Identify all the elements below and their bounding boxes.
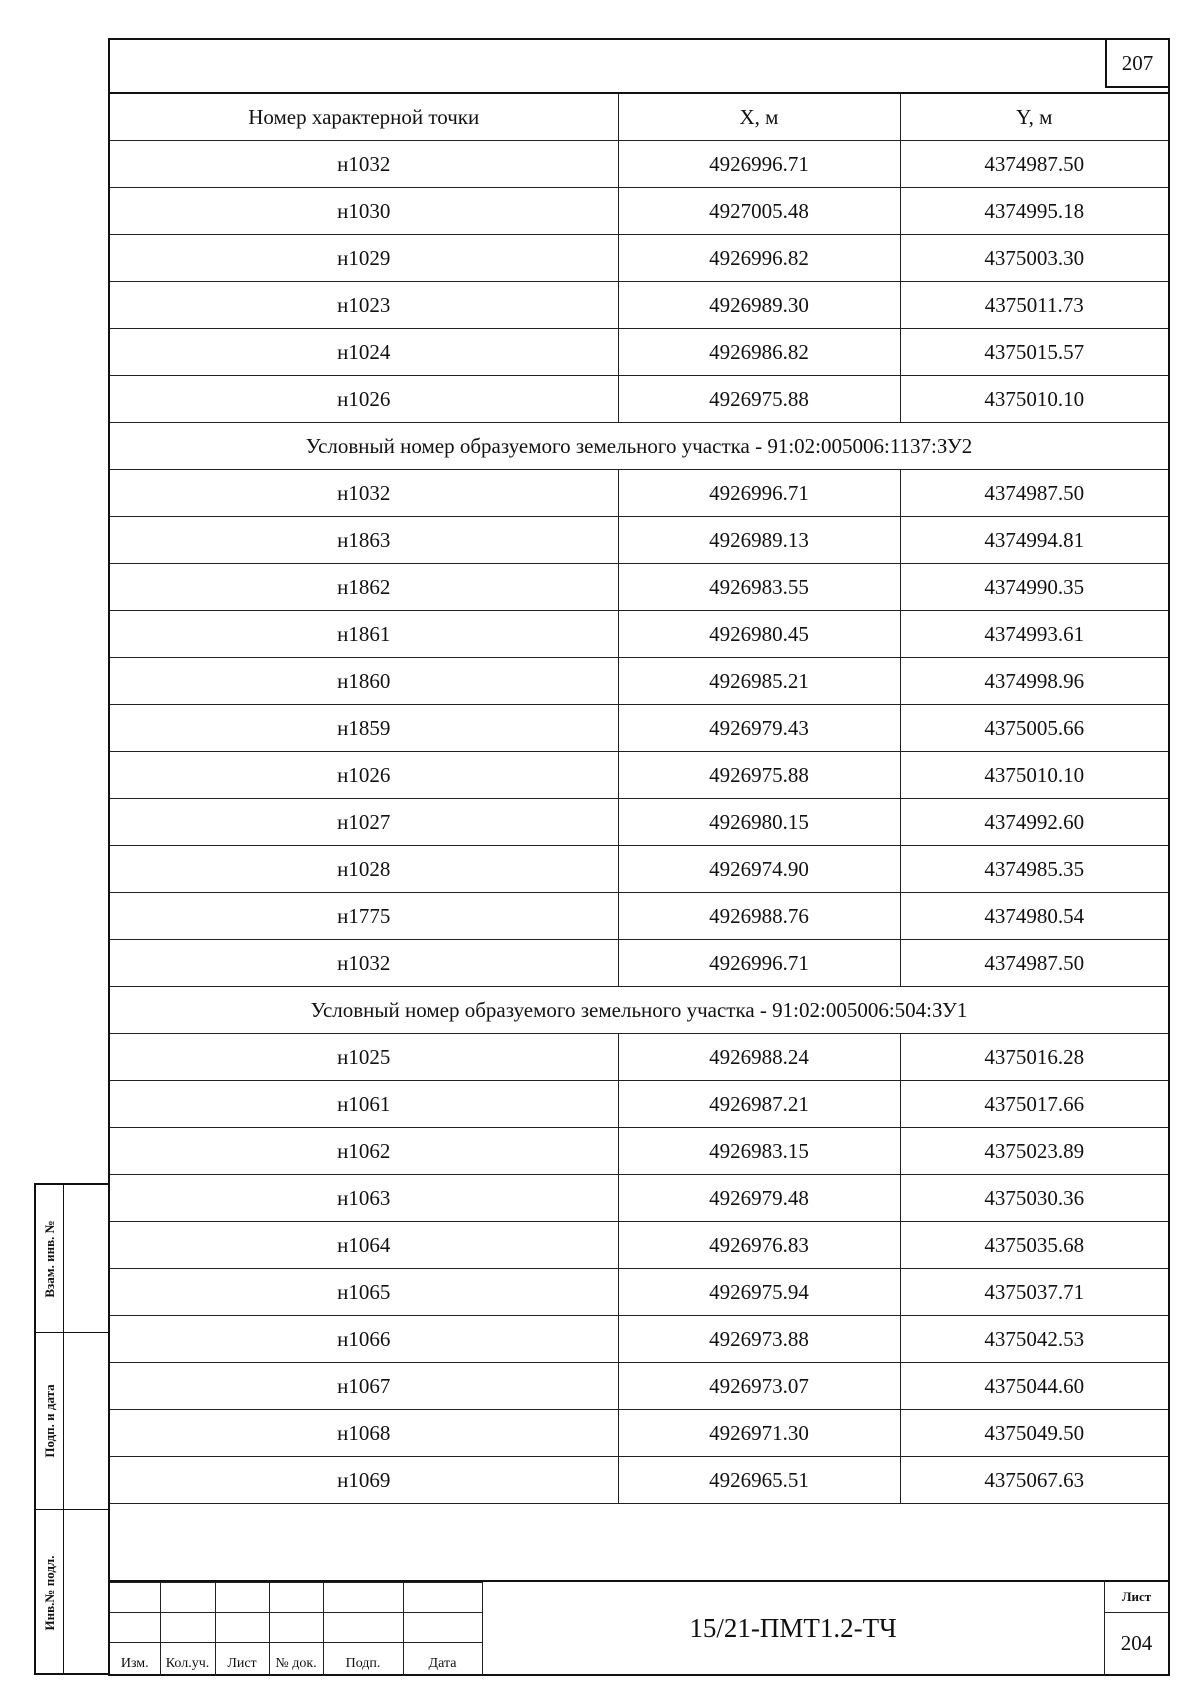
x-cell: 4926980.15 bbox=[618, 799, 900, 846]
y-cell: 4375049.50 bbox=[900, 1410, 1168, 1457]
x-cell: 4927005.48 bbox=[618, 188, 900, 235]
point-cell: н1069 bbox=[110, 1457, 618, 1504]
x-cell: 4926965.51 bbox=[618, 1457, 900, 1504]
y-cell: 4374993.61 bbox=[900, 611, 1168, 658]
point-cell: н1063 bbox=[110, 1175, 618, 1222]
x-cell: 4926973.88 bbox=[618, 1316, 900, 1363]
x-cell: 4926979.48 bbox=[618, 1175, 900, 1222]
table-row bbox=[110, 611, 1168, 658]
x-cell: 4926973.07 bbox=[618, 1363, 900, 1410]
table-row bbox=[110, 846, 1168, 893]
coordinates-table bbox=[110, 92, 1168, 1504]
table-row bbox=[110, 517, 1168, 564]
table-row bbox=[110, 940, 1168, 987]
table-row bbox=[110, 1034, 1168, 1081]
y-cell: 4375015.57 bbox=[900, 329, 1168, 376]
table-row bbox=[110, 376, 1168, 423]
table-row bbox=[110, 1222, 1168, 1269]
point-cell: н1862 bbox=[110, 564, 618, 611]
x-cell: 4926975.94 bbox=[618, 1269, 900, 1316]
x-cell: 4926975.88 bbox=[618, 752, 900, 799]
x-cell: 4926996.71 bbox=[618, 141, 900, 188]
point-cell: н1065 bbox=[110, 1269, 618, 1316]
header-point: Номер характерной точки bbox=[110, 93, 618, 141]
col-izm: Изм. bbox=[110, 1643, 160, 1676]
x-cell: 4926979.43 bbox=[618, 705, 900, 752]
point-cell: н1025 bbox=[110, 1034, 618, 1081]
stamp-label: Взам. инв. № bbox=[41, 1219, 57, 1298]
y-cell: 4374987.50 bbox=[900, 470, 1168, 517]
table-row bbox=[110, 1175, 1168, 1222]
table-row bbox=[110, 1128, 1168, 1175]
x-cell: 4926988.76 bbox=[618, 893, 900, 940]
point-cell: н1032 bbox=[110, 940, 618, 987]
y-cell: 4374990.35 bbox=[900, 564, 1168, 611]
table-row bbox=[110, 470, 1168, 517]
x-cell: 4926996.71 bbox=[618, 470, 900, 517]
document-code: 15/21-ПМТ1.2-ТЧ bbox=[482, 1582, 1103, 1674]
point-cell: н1062 bbox=[110, 1128, 618, 1175]
y-cell: 4375023.89 bbox=[900, 1128, 1168, 1175]
table-row bbox=[110, 752, 1168, 799]
table-body bbox=[110, 141, 1168, 1504]
y-cell: 4375037.71 bbox=[900, 1269, 1168, 1316]
title-block bbox=[110, 1580, 1168, 1674]
y-cell: 4375067.63 bbox=[900, 1457, 1168, 1504]
y-cell: 4374985.35 bbox=[900, 846, 1168, 893]
point-cell: н1032 bbox=[110, 470, 618, 517]
point-cell: н1863 bbox=[110, 517, 618, 564]
point-cell: н1860 bbox=[110, 658, 618, 705]
y-cell: 4375044.60 bbox=[900, 1363, 1168, 1410]
x-cell: 4926975.88 bbox=[618, 376, 900, 423]
x-cell: 4926985.21 bbox=[618, 658, 900, 705]
header-y: Y, м bbox=[900, 93, 1168, 141]
sheet-label: Лист bbox=[1105, 1582, 1168, 1613]
point-cell: н1067 bbox=[110, 1363, 618, 1410]
x-cell: 4926988.24 bbox=[618, 1034, 900, 1081]
drawing-frame bbox=[108, 38, 1170, 1676]
table-row bbox=[110, 1269, 1168, 1316]
y-cell: 4374992.60 bbox=[900, 799, 1168, 846]
side-stamp bbox=[34, 1183, 108, 1675]
y-cell: 4375042.53 bbox=[900, 1316, 1168, 1363]
table-header-row bbox=[110, 93, 1168, 141]
x-cell: 4926996.82 bbox=[618, 235, 900, 282]
point-cell: н1026 bbox=[110, 376, 618, 423]
y-cell: 4374994.81 bbox=[900, 517, 1168, 564]
table-row bbox=[110, 329, 1168, 376]
table-row bbox=[110, 893, 1168, 940]
table-row bbox=[110, 564, 1168, 611]
y-cell: 4375011.73 bbox=[900, 282, 1168, 329]
point-cell: н1028 bbox=[110, 846, 618, 893]
sheet-number: 204 bbox=[1120, 1630, 1153, 1655]
point-cell: н1066 bbox=[110, 1316, 618, 1363]
y-cell: 4375030.36 bbox=[900, 1175, 1168, 1222]
page-number: 207 bbox=[1105, 38, 1170, 88]
point-cell: н1024 bbox=[110, 329, 618, 376]
stamp-sign-date bbox=[36, 1333, 108, 1510]
section-row bbox=[110, 423, 1168, 470]
y-cell: 4375003.30 bbox=[900, 235, 1168, 282]
table-row bbox=[110, 1363, 1168, 1410]
col-signature: Подп. bbox=[323, 1643, 403, 1676]
table-row bbox=[110, 235, 1168, 282]
point-cell: н1030 bbox=[110, 188, 618, 235]
y-cell: 4375017.66 bbox=[900, 1081, 1168, 1128]
point-cell: н1061 bbox=[110, 1081, 618, 1128]
point-cell: н1027 bbox=[110, 799, 618, 846]
stamp-original-inv bbox=[36, 1510, 108, 1675]
x-cell: 4926986.82 bbox=[618, 329, 900, 376]
point-cell: н1026 bbox=[110, 752, 618, 799]
col-list: Лист bbox=[215, 1643, 269, 1676]
stamp-replacement-inv bbox=[36, 1185, 108, 1333]
revision-grid bbox=[110, 1582, 483, 1675]
y-cell: 4374995.18 bbox=[900, 188, 1168, 235]
point-cell: н1064 bbox=[110, 1222, 618, 1269]
stamp-label: Инв.№ подл. bbox=[41, 1555, 57, 1630]
x-cell: 4926976.83 bbox=[618, 1222, 900, 1269]
x-cell: 4926974.90 bbox=[618, 846, 900, 893]
table-row bbox=[110, 705, 1168, 752]
col-doc-no: № док. bbox=[269, 1643, 323, 1676]
x-cell: 4926983.15 bbox=[618, 1128, 900, 1175]
section-row bbox=[110, 987, 1168, 1034]
x-cell: 4926989.30 bbox=[618, 282, 900, 329]
table-row bbox=[110, 658, 1168, 705]
section-title: Условный номер образуемого земельного участка - 91:02:005006:504:ЗУ1 bbox=[110, 987, 1168, 1034]
col-kol-uch: Кол.уч. bbox=[160, 1643, 215, 1676]
x-cell: 4926983.55 bbox=[618, 564, 900, 611]
stamp-label: Подп. и дата bbox=[41, 1384, 57, 1458]
y-cell: 4374980.54 bbox=[900, 893, 1168, 940]
table-row bbox=[110, 188, 1168, 235]
point-cell: н1861 bbox=[110, 611, 618, 658]
table-row bbox=[110, 1081, 1168, 1128]
y-cell: 4375016.28 bbox=[900, 1034, 1168, 1081]
header-x: X, м bbox=[618, 93, 900, 141]
x-cell: 4926987.21 bbox=[618, 1081, 900, 1128]
col-date: Дата bbox=[403, 1643, 482, 1676]
sheet-box bbox=[1104, 1582, 1168, 1674]
table-row bbox=[110, 141, 1168, 188]
y-cell: 4374987.50 bbox=[900, 141, 1168, 188]
point-cell: н1032 bbox=[110, 141, 618, 188]
section-title: Условный номер образуемого земельного участка - 91:02:005006:1137:ЗУ2 bbox=[110, 423, 1168, 470]
x-cell: 4926980.45 bbox=[618, 611, 900, 658]
y-cell: 4374998.96 bbox=[900, 658, 1168, 705]
point-cell: н1029 bbox=[110, 235, 618, 282]
table-row bbox=[110, 1457, 1168, 1504]
y-cell: 4375005.66 bbox=[900, 705, 1168, 752]
y-cell: 4375010.10 bbox=[900, 752, 1168, 799]
y-cell: 4374987.50 bbox=[900, 940, 1168, 987]
point-cell: н1023 bbox=[110, 282, 618, 329]
point-cell: н1068 bbox=[110, 1410, 618, 1457]
table-row bbox=[110, 1410, 1168, 1457]
point-cell: н1775 bbox=[110, 893, 618, 940]
point-cell: н1859 bbox=[110, 705, 618, 752]
y-cell: 4375035.68 bbox=[900, 1222, 1168, 1269]
x-cell: 4926971.30 bbox=[618, 1410, 900, 1457]
x-cell: 4926996.71 bbox=[618, 940, 900, 987]
x-cell: 4926989.13 bbox=[618, 517, 900, 564]
table-row bbox=[110, 799, 1168, 846]
table-row bbox=[110, 282, 1168, 329]
y-cell: 4375010.10 bbox=[900, 376, 1168, 423]
table-row bbox=[110, 1316, 1168, 1363]
